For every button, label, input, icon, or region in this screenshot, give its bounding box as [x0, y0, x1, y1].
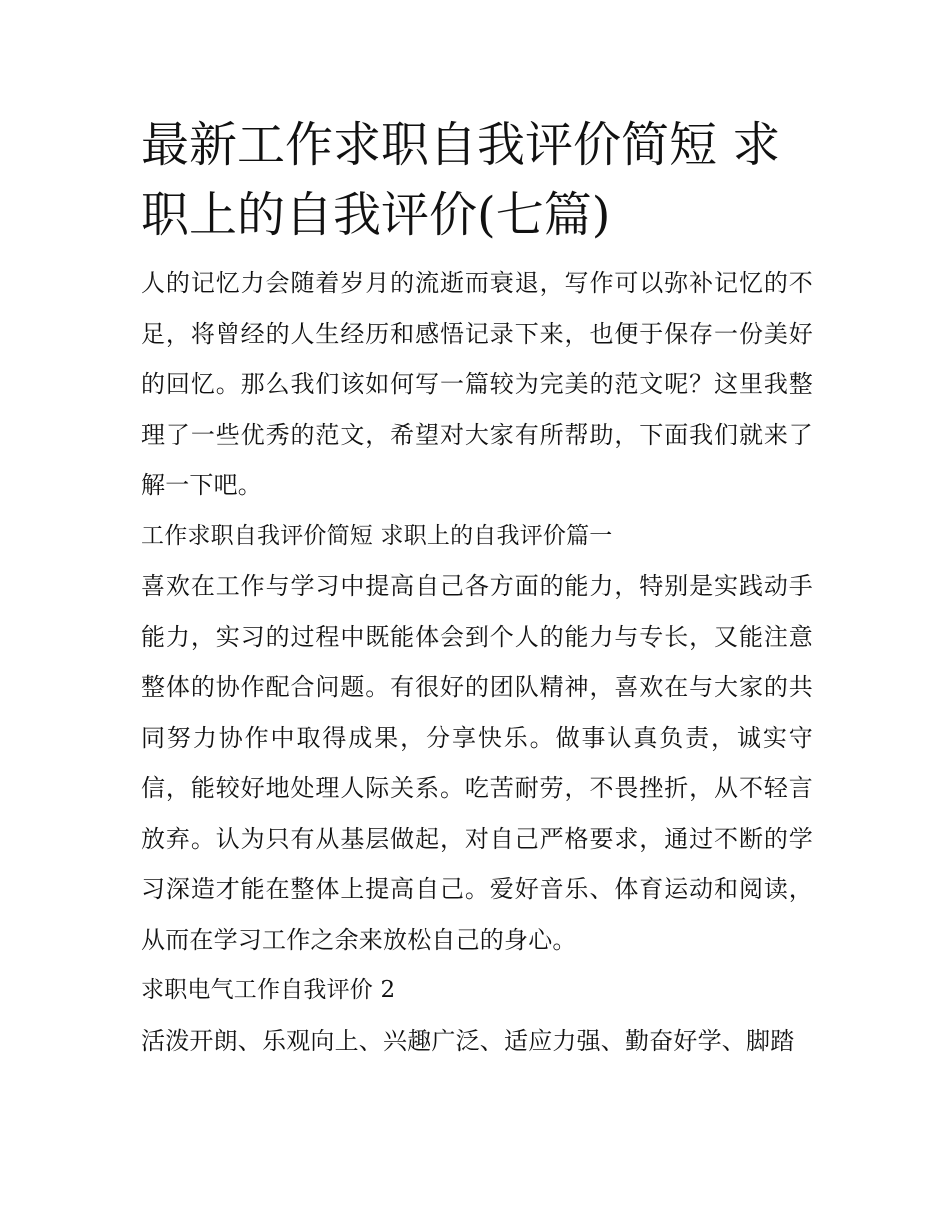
section-body-2: 活泼开朗、乐观向上、兴趣广泛、适应力强、勤奋好学、脚踏	[141, 1026, 795, 1055]
section-body-1: 喜欢在工作与学习中提高自己各方面的能力，特别是实践动手能力，实习的过程中既能体会到个人的能力与专长，又能注意整体的协作配合问题。有很好的团队精神，喜欢在与大家的共同努力协作中取得成果，分享快乐。做事认真负责，诚实守信，能较好地处理人际关系。吃苦耐劳，不畏挫折，从不轻言放弃。认为只有从基层做起，对自己严格要求，通过不断的学习深造才能在整体上提高自己。爱好音乐、体育运动和阅读，从而在学习工作之余来放松自己的身心。	[141, 572, 813, 954]
document-title: 最新工作求职自我评价简短 求职上的自我评价(七篇)	[141, 117, 781, 243]
section-heading-2: 求职电气工作自我评价 2	[141, 977, 396, 1003]
document-page	[141, 110, 813, 1066]
intro-paragraph: 人的记忆力会随着岁月的流逝而衰退，写作可以弥补记忆的不足，将曾经的人生经历和感悟记录下来，也便于保存一份美好的回忆。那么我们该如何写一篇较为完美的范文呢？这里我整理了一些优秀的范文，希望对大家有所帮助，下面我们就来了解一下吧。	[141, 269, 813, 499]
section-heading-1: 工作求职自我评价简短 求职上的自我评价篇一	[141, 522, 613, 549]
